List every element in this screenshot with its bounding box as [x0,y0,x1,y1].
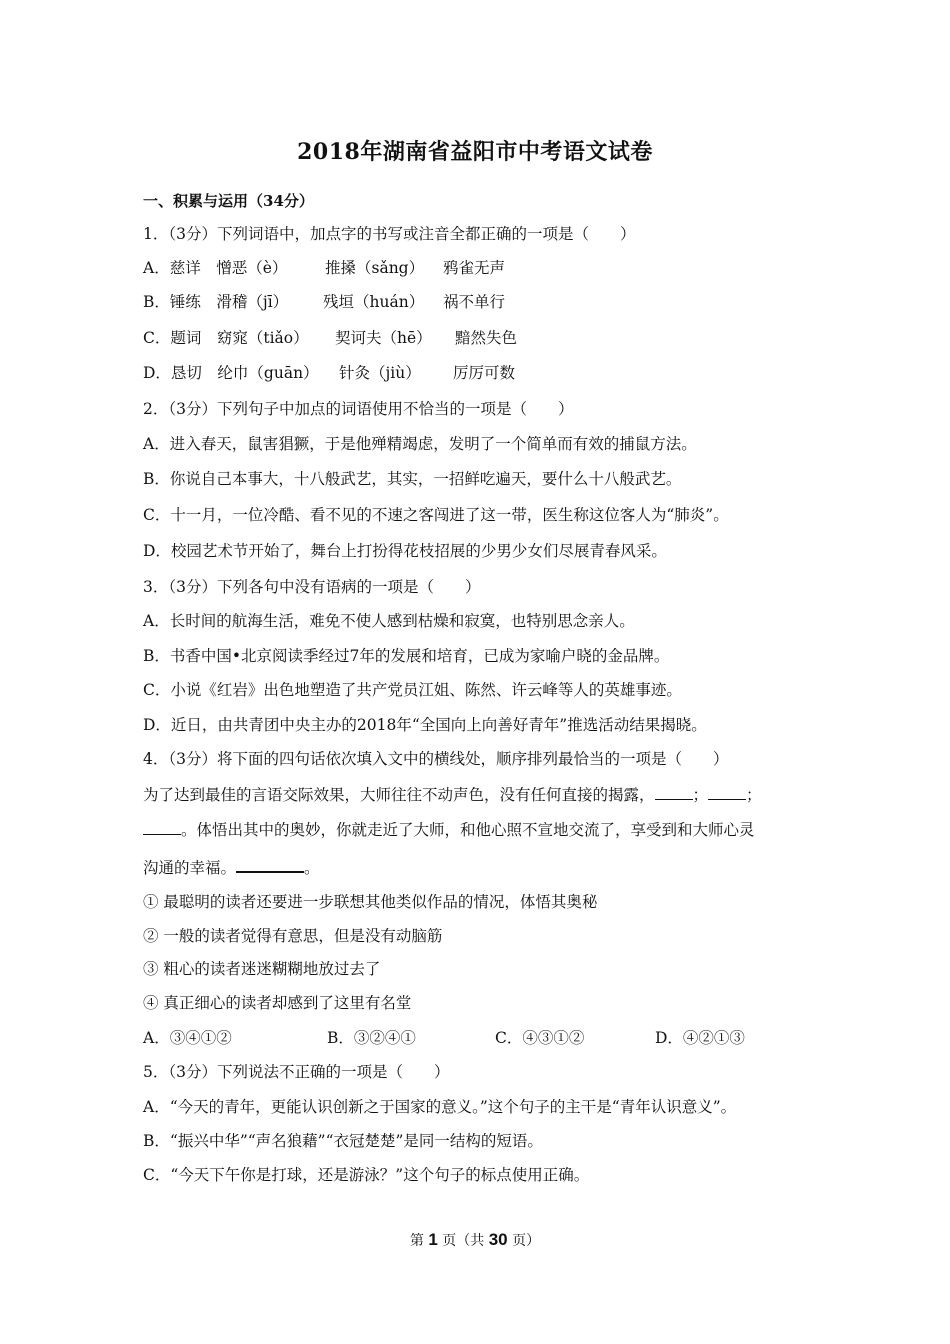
q5-stem: 5．（3分）下列说法不正确的一项是（ ） [143,1063,450,1081]
q2-stem: 2．（3分）下列句子中加点的词语使用不恰当的一项是（ ） [143,400,574,418]
q4-passage-text1: 为了达到最佳的言语交际效果，大师往往不动声色，没有任何直接的揭露， [143,786,655,804]
footer-middle: 页（共 [437,1233,489,1249]
q4-option-c: C．④③①② [495,1029,585,1047]
q5-option-b: B．“振兴中华”“声名狼藉”“衣冠楚楚”是同一结构的短语。 [143,1132,543,1150]
q1-b-part1: B．锤练 滑稽（jī） [143,293,289,311]
page-title: 2018年湖南省益阳市中考语文试卷 [297,139,653,165]
q5-option-a: A．“今天的青年，更能认识创新之于国家的意义。”这个句子的主干是“青年认识意义”。 [143,1098,737,1116]
q2-option-a: A．进入春天，鼠害猖獗，于是他殚精竭虑，发明了一个简单而有效的捕鼠方法。 [143,435,697,453]
q3-option-b: B．书香中国•北京阅读季经过7年的发展和培育，已成为家喻户晓的金品牌。 [143,647,670,665]
q2-option-c: C．十一月，一位冷酷、看不见的不速之客闯进了这一带，医生称这位客人为“肺炎”。 [143,506,729,524]
q1-b-part2: 残垣（huán） [323,293,425,311]
fill-blank-3 [143,820,181,835]
footer-suffix: 页） [507,1233,541,1249]
q4-semicolon-2: ； [746,786,762,804]
q4-sentence-2: ② 一般的读者觉得有意思，但是没有动脑筋 [143,927,443,945]
q4-stem: 4．（3分）将下面的四句话依次填入文中的横线处，顺序排列最恰当的一项是（ ） [143,750,729,768]
q1-option-b [143,292,505,312]
q1-c-part2: 契诃夫（hē） [335,329,432,347]
q4-option-a: A．③④①② [143,1029,232,1047]
footer-total-pages: 30 [488,1230,508,1249]
q1-b-part3: 祸不单行 [443,293,506,311]
q1-c-part1: C．题词 窈窕（tiǎo） [143,329,309,347]
q4-option-b: B．③②④① [327,1029,416,1047]
q4-options [143,1028,745,1048]
q4-period: 。 [304,859,320,877]
footer-page-number: 1 [428,1230,438,1249]
section-heading: 一、积累与运用（34分） [143,192,314,210]
q4-passage-text2: 。体悟出其中的奥妙，你就走近了大师，和他心照不宣地交流了，享受到和大师心灵 [181,821,755,839]
q2-option-b: B．你说自己本事大，十八般武艺，其实，一招鲜吃遍天，要什么十八般武艺。 [143,470,682,488]
q4-sentence-4: ④ 真正细心的读者却感到了这里有名堂 [143,994,412,1012]
q4-passage-text3: 沟通的幸福。 [143,859,237,877]
q1-a-part3: 鸦雀无声 [443,259,506,277]
q4-sentence-1: ① 最聪明的读者还要进一步联想其他类似作品的情况，体悟其奥秘 [143,893,598,911]
q1-a-part1: A．慈详 憎恶（è） [143,259,288,277]
footer-prefix: 第 [409,1233,429,1249]
q1-c-part3: 黯然失色 [455,329,518,347]
q4-passage-line2 [143,820,755,840]
fill-blank-4 [236,857,304,873]
q4-passage-line3 [143,857,320,878]
q4-passage-line1 [143,785,762,805]
q1-d-part1: D．恳切 纶巾（guān） [143,364,319,382]
q1-option-a [143,258,505,278]
q1-stem: 1．（3分）下列词语中，加点字的书写或注音全都正确的一项是（ ） [143,225,636,243]
q4-sentence-3: ③ 粗心的读者迷迷糊糊地放过去了 [143,960,381,978]
q5-option-c: C．“今天下午你是打球，还是游泳？”这个句子的标点使用正确。 [143,1166,590,1184]
q4-option-d: D．④②①③ [655,1029,745,1047]
q2-option-d: D．校园艺术节开始了，舞台上打扮得花枝招展的少男少女们尽展青春风采。 [143,542,667,560]
q4-semicolon-1: ； [692,786,709,804]
fill-blank-2 [708,785,746,800]
q1-a-part2: 推搡（sǎng） [325,259,425,277]
q1-option-c [143,328,517,348]
fill-blank-1 [655,785,693,800]
q3-option-c: C．小说《红岩》出色地塑造了共产党员江姐、陈然、许云峰等人的英雄事迹。 [143,681,682,699]
q3-stem: 3．（3分）下列各句中没有语病的一项是（ ） [143,578,481,596]
page-footer [0,1230,950,1250]
q1-d-part3: 厉厉可数 [453,364,516,382]
q1-option-d [143,363,515,383]
q1-d-part2: 针灸（jiù） [339,364,421,382]
q3-option-a: A．长时间的航海生活，难免不使人感到枯燥和寂寞，也特别思念亲人。 [143,612,635,630]
q3-option-d: D．近日，由共青团中央主办的2018年“全国向上向善好青年”推选活动结果揭晓。 [143,716,707,734]
